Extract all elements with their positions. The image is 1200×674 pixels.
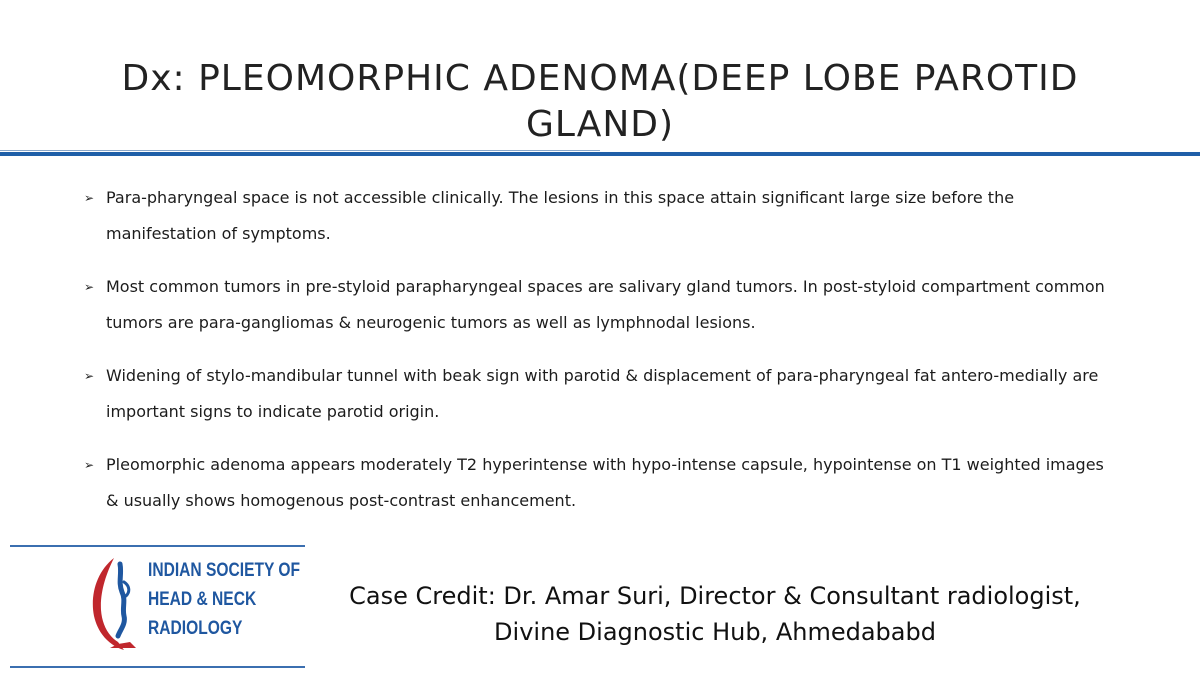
logo-line: INDIAN SOCIETY OF xyxy=(148,560,301,581)
title-underline-thin xyxy=(0,150,600,151)
credit-line-1: Case Credit: Dr. Amar Suri, Director & Consultant radiologist, xyxy=(349,582,1081,610)
bullet-list xyxy=(70,180,1110,536)
arrow-bullet-icon: ➢ xyxy=(84,458,95,472)
bullet-item xyxy=(70,447,1110,519)
head-neck-logo-icon xyxy=(84,552,144,654)
arrow-bullet-icon: ➢ xyxy=(84,191,95,205)
title-underline xyxy=(0,152,1200,156)
slide-title: Dx: PLEOMORPHIC ADENOMA(DEEP LOBE PAROTID GLAND) xyxy=(121,58,1079,145)
logo-bottom-rule xyxy=(10,666,305,668)
bullet-text: Para-pharyngeal space is not accessible clinically. The lesions in this space attain significant large size before the manifestation of symptoms. xyxy=(106,188,1015,243)
logo-line: RADIOLOGY xyxy=(148,618,243,639)
logo-top-rule xyxy=(10,545,305,547)
society-logo-text xyxy=(148,556,300,643)
bullet-text: Pleomorphic adenoma appears moderately T2 hyperintense with hypo-intense capsule, hypointense on T1 weighted images & usually shows homogenous post-contrast enhancement. xyxy=(106,455,1104,510)
bullet-item xyxy=(70,180,1110,252)
bullet-text: Most common tumors in pre-styloid parapharyngeal spaces are salivary gland tumors. In post-styloid compartment common tumors are para-gangliomas & neurogenic tumors as well as lymphnodal lesions. xyxy=(106,277,1105,332)
arrow-bullet-icon: ➢ xyxy=(84,369,95,383)
logo-line: HEAD & NECK xyxy=(148,589,257,610)
bullet-text: Widening of stylo-mandibular tunnel with beak sign with parotid & displacement of para-pharyngeal fat antero-medially are important signs to indicate parotid origin. xyxy=(106,366,1099,421)
bullet-item xyxy=(70,269,1110,341)
case-credit xyxy=(330,578,1100,650)
arrow-bullet-icon: ➢ xyxy=(84,280,95,294)
bullet-item xyxy=(70,358,1110,430)
credit-line-2: Divine Diagnostic Hub, Ahmedababd xyxy=(494,618,936,646)
